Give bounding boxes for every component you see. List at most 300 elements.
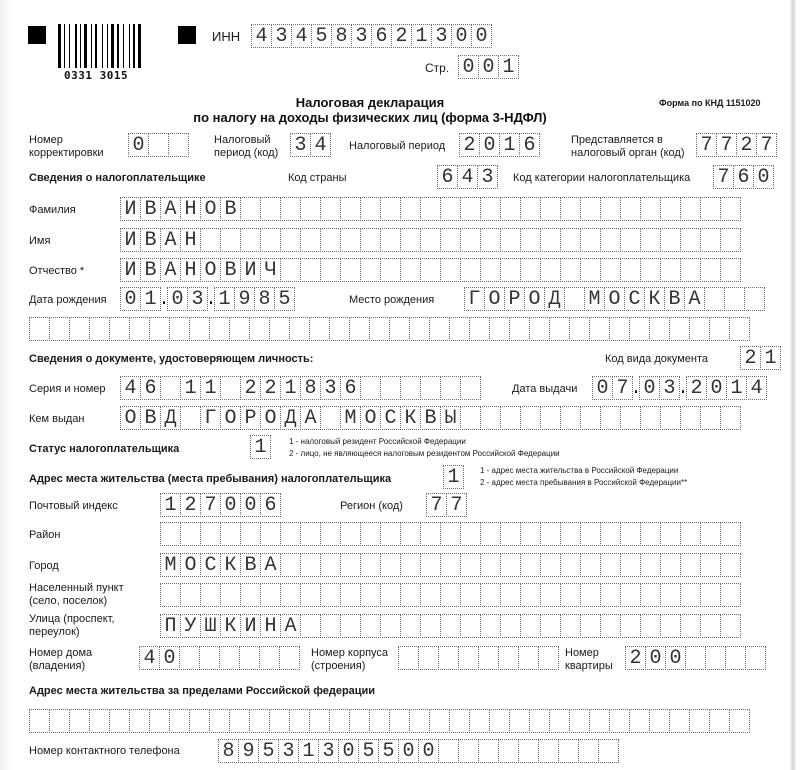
- char-cell: [409, 709, 430, 733]
- char-cell: [729, 317, 750, 341]
- surname-label: Фамилия: [29, 204, 76, 216]
- char-cell: [540, 258, 561, 282]
- char-cell: 7: [446, 493, 467, 517]
- char-cell: [529, 317, 550, 341]
- char-cell: [300, 258, 321, 282]
- barcode-number: 0331 3015: [58, 68, 166, 82]
- char-cell: 0: [471, 24, 492, 48]
- char-cell: 0: [220, 493, 241, 517]
- char-cell: [189, 317, 210, 341]
- char-cell: 2: [240, 376, 261, 400]
- char-cell: 8: [218, 739, 239, 763]
- char-cell: [469, 317, 490, 341]
- char-cell: [200, 522, 221, 546]
- char-cell: Ч: [260, 258, 281, 282]
- char-cell: [640, 583, 661, 607]
- country-label: Код страны: [288, 172, 347, 184]
- char-cell: [480, 228, 501, 252]
- char-cell: 5: [274, 287, 295, 311]
- name-label: Имя: [29, 235, 51, 247]
- city-label: Город: [29, 560, 59, 572]
- char-cell: 4: [120, 376, 141, 400]
- issue-year: [686, 376, 767, 400]
- char-cell: [560, 197, 581, 221]
- house-field[interactable]: [139, 646, 300, 670]
- birthplace-field[interactable]: [464, 287, 765, 311]
- char-cell: [309, 709, 330, 733]
- birth-year: [214, 287, 295, 311]
- char-cell: [589, 317, 610, 341]
- char-cell: Г: [464, 287, 485, 311]
- char-cell: [460, 553, 481, 577]
- char-cell: 6: [519, 133, 540, 157]
- postal-field[interactable]: [160, 493, 281, 517]
- char-cell: [478, 646, 499, 670]
- char-cell: [745, 646, 766, 670]
- char-cell: Д: [280, 406, 301, 430]
- char-cell: [129, 317, 150, 341]
- issued-by-label: Кем выдан: [29, 413, 85, 425]
- char-cell: [458, 646, 479, 670]
- char-cell: [500, 522, 521, 546]
- char-cell: [449, 317, 470, 341]
- char-cell: 5: [258, 739, 279, 763]
- char-cell: [744, 287, 765, 311]
- char-cell: [689, 317, 710, 341]
- char-cell: 7: [696, 133, 717, 157]
- char-cell: В: [140, 258, 161, 282]
- char-cell: 4: [251, 24, 272, 48]
- char-cell: [480, 583, 501, 607]
- char-cell: [400, 376, 421, 400]
- char-cell: 1: [726, 376, 747, 400]
- char-cell: [480, 406, 501, 430]
- tax-period-code-label: Налоговый период (код): [214, 134, 279, 159]
- char-cell: [440, 614, 461, 638]
- char-cell: [209, 317, 230, 341]
- char-cell: [369, 709, 390, 733]
- char-cell: [380, 376, 401, 400]
- char-cell: 7: [612, 376, 633, 400]
- char-cell: [540, 614, 561, 638]
- date-separator: .: [630, 379, 642, 399]
- char-cell: К: [644, 287, 665, 311]
- char-cell: П: [160, 614, 181, 638]
- birthplace-label: Место рождения: [349, 294, 435, 306]
- char-cell: [329, 709, 350, 733]
- char-cell: [160, 583, 181, 607]
- char-cell: [409, 317, 430, 341]
- char-cell: [360, 583, 381, 607]
- authority-field[interactable]: [696, 133, 777, 157]
- char-cell: [660, 197, 681, 221]
- char-cell: [320, 583, 341, 607]
- house-label: Номер дома (владения): [29, 647, 93, 672]
- char-cell: Н: [180, 258, 201, 282]
- char-cell: А: [160, 228, 181, 252]
- char-cell: 4: [457, 165, 478, 189]
- char-cell: [69, 317, 90, 341]
- char-cell: [660, 583, 681, 607]
- char-cell: 3: [320, 376, 341, 400]
- address-note-1: 1 - адрес места жительства в Российской Федерации: [480, 466, 679, 475]
- char-cell: В: [420, 406, 441, 430]
- char-cell: [680, 522, 701, 546]
- char-cell: [89, 709, 110, 733]
- char-cell: 8: [254, 287, 275, 311]
- char-cell: [260, 583, 281, 607]
- char-cell: И: [120, 197, 141, 221]
- char-cell: [380, 614, 401, 638]
- char-cell: [239, 646, 260, 670]
- city-field[interactable]: [160, 553, 741, 577]
- char-cell: [149, 709, 170, 733]
- doc-type-field[interactable]: [740, 346, 781, 370]
- char-cell: Р: [504, 287, 525, 311]
- char-cell: [520, 614, 541, 638]
- char-cell: 7: [200, 493, 221, 517]
- char-cell: [260, 197, 281, 221]
- locality-field[interactable]: [160, 583, 741, 607]
- document-section-label: Сведения о документе, удостоверяющем личность:: [29, 353, 314, 365]
- char-cell: 0: [665, 646, 686, 670]
- district-field[interactable]: [160, 522, 741, 546]
- char-cell: [449, 709, 470, 733]
- char-cell: [109, 709, 130, 733]
- char-cell: [240, 197, 261, 221]
- char-cell: 1: [214, 287, 235, 311]
- char-cell: [600, 583, 621, 607]
- char-cell: [520, 583, 541, 607]
- char-cell: 7: [713, 165, 734, 189]
- char-cell: 6: [733, 165, 754, 189]
- page-number-field[interactable]: [458, 55, 519, 79]
- phone-field[interactable]: [218, 739, 619, 763]
- category-field[interactable]: [713, 165, 774, 189]
- char-cell: [600, 258, 621, 282]
- char-cell: [720, 228, 741, 252]
- char-cell: 3: [477, 165, 498, 189]
- char-cell: [400, 258, 421, 282]
- char-cell: [380, 583, 401, 607]
- patronymic-field[interactable]: [120, 258, 741, 282]
- char-cell: 4: [139, 646, 160, 670]
- char-cell: 8: [300, 376, 321, 400]
- char-cell: В: [140, 197, 161, 221]
- char-cell: [460, 197, 481, 221]
- char-cell: [518, 646, 539, 670]
- char-cell: [360, 614, 381, 638]
- char-cell: [398, 646, 419, 670]
- char-cell: [700, 522, 721, 546]
- char-cell: [259, 646, 280, 670]
- char-cell: О: [604, 287, 625, 311]
- char-cell: [660, 258, 681, 282]
- char-cell: Ы: [440, 406, 461, 430]
- region-field[interactable]: [426, 493, 467, 517]
- char-cell: [620, 228, 641, 252]
- char-cell: [369, 317, 390, 341]
- char-cell: [179, 646, 200, 670]
- char-cell: [600, 228, 621, 252]
- address-type-field[interactable]: [443, 465, 464, 489]
- char-cell: [149, 317, 170, 341]
- char-cell: О: [360, 406, 381, 430]
- char-cell: В: [664, 287, 685, 311]
- char-cell: 1: [498, 55, 519, 79]
- char-cell: [440, 197, 461, 221]
- char-cell: М: [584, 287, 605, 311]
- char-cell: [340, 614, 361, 638]
- char-cell: [429, 709, 450, 733]
- char-cell: И: [120, 258, 141, 282]
- char-cell: [500, 614, 521, 638]
- char-cell: [518, 739, 539, 763]
- char-cell: [340, 522, 361, 546]
- char-cell: [360, 258, 381, 282]
- char-cell: [220, 228, 241, 252]
- char-cell: [725, 646, 746, 670]
- char-cell: [160, 522, 181, 546]
- char-cell: 3: [431, 24, 452, 48]
- char-cell: В: [220, 197, 241, 221]
- char-cell: 3: [187, 287, 208, 311]
- char-cell: [500, 258, 521, 282]
- category-label: Код категории налогоплательщика: [513, 172, 691, 184]
- char-cell: [580, 553, 601, 577]
- char-cell: 7: [756, 133, 777, 157]
- tax-period-field[interactable]: [459, 133, 540, 157]
- char-cell: [600, 614, 621, 638]
- series-label: Серия и номер: [29, 383, 106, 395]
- char-cell: [700, 614, 721, 638]
- char-cell: А: [684, 287, 705, 311]
- char-cell: [660, 614, 681, 638]
- char-cell: [709, 709, 730, 733]
- char-cell: [420, 583, 441, 607]
- char-cell: 3: [290, 133, 311, 157]
- char-cell: [340, 583, 361, 607]
- char-cell: [360, 522, 381, 546]
- char-cell: [620, 258, 641, 282]
- char-cell: [540, 553, 561, 577]
- corner-marker-left: [28, 26, 46, 44]
- char-cell: [249, 709, 270, 733]
- char-cell: [280, 583, 301, 607]
- doc-type-label: Код вида документа: [605, 353, 708, 365]
- page-left-shadow: [0, 0, 12, 770]
- status-field[interactable]: [250, 435, 271, 459]
- char-cell: 0: [645, 646, 666, 670]
- char-cell: К: [220, 553, 241, 577]
- char-cell: [540, 197, 561, 221]
- char-cell: 1: [140, 287, 161, 311]
- issued-by-field[interactable]: [120, 406, 741, 430]
- char-cell: [289, 709, 310, 733]
- char-cell: [580, 197, 601, 221]
- birth-date-label: Дата рождения: [29, 294, 107, 306]
- char-cell: [460, 258, 481, 282]
- char-cell: [600, 406, 621, 430]
- country-field[interactable]: [437, 165, 498, 189]
- char-cell: С: [200, 553, 221, 577]
- char-cell: [49, 709, 70, 733]
- char-cell: [689, 709, 710, 733]
- char-cell: [680, 583, 701, 607]
- char-cell: 5: [311, 24, 332, 48]
- char-cell: [180, 406, 201, 430]
- char-cell: 7: [426, 493, 447, 517]
- char-cell: [360, 553, 381, 577]
- char-cell: 1: [298, 739, 319, 763]
- char-cell: О: [200, 258, 221, 282]
- char-cell: [540, 228, 561, 252]
- char-cell: 6: [260, 493, 281, 517]
- char-cell: [469, 709, 490, 733]
- inn-field[interactable]: [251, 24, 492, 48]
- char-cell: [340, 197, 361, 221]
- char-cell: [520, 197, 541, 221]
- char-cell: К: [400, 406, 421, 430]
- region-label: Регион (код): [340, 500, 403, 512]
- char-cell: [400, 228, 421, 252]
- char-cell: [129, 709, 150, 733]
- char-cell: [440, 258, 461, 282]
- char-cell: 0: [639, 376, 660, 400]
- char-cell: И: [240, 258, 261, 282]
- char-cell: [569, 317, 590, 341]
- char-cell: [560, 583, 581, 607]
- char-cell: В: [140, 228, 161, 252]
- char-cell: [720, 522, 741, 546]
- char-cell: [680, 406, 701, 430]
- char-cell: [380, 228, 401, 252]
- char-cell: 2: [459, 133, 480, 157]
- char-cell: [340, 553, 361, 577]
- name-field[interactable]: [120, 228, 741, 252]
- char-cell: Д: [544, 287, 565, 311]
- char-cell: [320, 197, 341, 221]
- char-cell: 1: [280, 376, 301, 400]
- char-cell: 0: [753, 165, 774, 189]
- char-cell: [620, 522, 641, 546]
- page-label: Стр.: [425, 61, 450, 75]
- char-cell: Д: [160, 406, 181, 430]
- char-cell: [240, 583, 261, 607]
- char-cell: [460, 614, 481, 638]
- char-cell: 0: [451, 24, 472, 48]
- correction-field[interactable]: [128, 133, 189, 157]
- char-cell: [620, 553, 641, 577]
- char-cell: 0: [159, 646, 180, 670]
- char-cell: [669, 709, 690, 733]
- building-field[interactable]: [398, 646, 559, 670]
- char-cell: 6: [340, 376, 361, 400]
- char-cell: [389, 709, 410, 733]
- char-cell: 0: [398, 739, 419, 763]
- surname-field[interactable]: [120, 197, 741, 221]
- char-cell: [500, 228, 521, 252]
- char-cell: [400, 583, 421, 607]
- char-cell: [329, 317, 350, 341]
- char-cell: 2: [625, 646, 646, 670]
- char-cell: [500, 406, 521, 430]
- char-cell: [380, 522, 401, 546]
- street-field[interactable]: [160, 614, 741, 638]
- char-cell: [360, 228, 381, 252]
- char-cell: [724, 287, 745, 311]
- char-cell: [509, 317, 530, 341]
- series-field[interactable]: [120, 376, 481, 400]
- char-cell: 4: [310, 133, 331, 157]
- char-cell: [460, 376, 481, 400]
- char-cell: [560, 553, 581, 577]
- char-cell: О: [260, 406, 281, 430]
- char-cell: А: [280, 614, 301, 638]
- foreign-address-field[interactable]: [29, 709, 750, 733]
- char-cell: 2: [736, 133, 757, 157]
- char-cell: 1: [443, 465, 464, 489]
- char-cell: [640, 197, 661, 221]
- char-cell: [438, 646, 459, 670]
- char-cell: [700, 228, 721, 252]
- char-cell: [498, 739, 519, 763]
- char-cell: 0: [240, 493, 261, 517]
- char-cell: [400, 522, 421, 546]
- char-cell: [500, 553, 521, 577]
- char-cell: [709, 317, 730, 341]
- issue-date-label: Дата выдачи: [512, 383, 578, 395]
- char-cell: В: [220, 258, 241, 282]
- tax-period-label: Налоговый период: [349, 140, 446, 152]
- birthplace-continuation[interactable]: [29, 317, 750, 341]
- char-cell: [600, 522, 621, 546]
- char-cell: Р: [240, 406, 261, 430]
- char-cell: [700, 197, 721, 221]
- char-cell: 1: [160, 493, 181, 517]
- char-cell: [169, 317, 190, 341]
- char-cell: [680, 197, 701, 221]
- char-cell: 5: [378, 739, 399, 763]
- char-cell: [680, 614, 701, 638]
- birth-date-field[interactable]: [120, 287, 295, 311]
- barcode: [58, 24, 160, 82]
- tax-period-code-field[interactable]: [290, 133, 331, 157]
- issue-date-field[interactable]: [592, 376, 767, 400]
- form-title-line2: по налогу на доходы физических лиц (форма 3-НДФЛ): [193, 110, 547, 125]
- char-cell: [720, 583, 741, 607]
- char-cell: [438, 739, 459, 763]
- char-cell: 3: [659, 376, 680, 400]
- char-cell: [260, 522, 281, 546]
- char-cell: [520, 406, 541, 430]
- char-cell: [629, 317, 650, 341]
- char-cell: [420, 522, 441, 546]
- status-note-1: 1 - налоговый резидент Российской Федерации: [289, 437, 466, 446]
- char-cell: [320, 406, 341, 430]
- char-cell: [460, 406, 481, 430]
- char-cell: 1: [180, 376, 201, 400]
- char-cell: [685, 646, 706, 670]
- corner-marker-right: [178, 26, 196, 44]
- apartment-field[interactable]: [625, 646, 766, 670]
- char-cell: 6: [371, 24, 392, 48]
- char-cell: В: [140, 406, 161, 430]
- patronymic-label: Отчество *: [29, 265, 85, 277]
- char-cell: А: [160, 258, 181, 282]
- char-cell: [509, 709, 530, 733]
- char-cell: А: [260, 553, 281, 577]
